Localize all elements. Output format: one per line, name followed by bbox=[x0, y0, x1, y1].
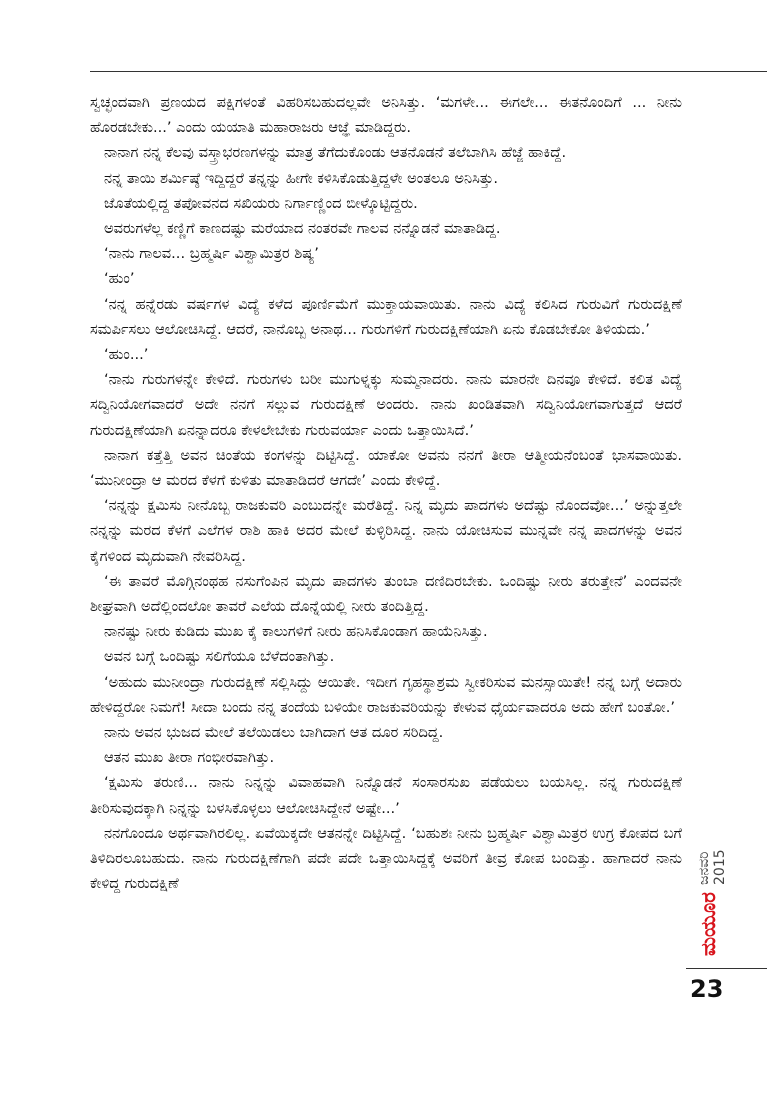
top-rule bbox=[90, 71, 767, 72]
paragraph-6: ‘ನಾನು ಗಾಲವ... ಬ್ರಹ್ಮರ್ಷಿ ವಿಶ್ವಾಮಿತ್ರರ ಶಿಷ್ಯ’ bbox=[104, 245, 319, 263]
issue-date: ಜನವರಿ 2015 bbox=[696, 849, 728, 885]
paragraph-10: ‘ನಾನು ಗುರುಗಳನ್ನೇ ಕೇಳಿದೆ. ಗುರುಗಳು ಬರೀ ಮುಗುಳ್ನಕ್ಕು ಸುಮ್ಮನಾದರು. ನಾನು ಮಾರನೇ ದಿನವೂ ಕೇಳಿದೆ. ಕಲಿತ ವಿದ್ಯೆ ಸದ್ವಿನಿಯೋಗವಾದರೆ ಅದೇ ನನಗೆ ಸಲ್ಲುವ ಗುರುದಕ್ಷಿಣೆ ಅಂದರು. ನಾನು ಖಂಡಿತವಾಗಿ ಸದ್ವಿನಿಯೋಗವಾಗುತ್ತದೆ ಆದರೆ ಗುರುದಕ್ಷಿಣೆಯಾಗಿ ಏನನ್ನಾದರೂ ಕೇಳಲೇಬೇಕು ಗುರುವರ್ಯಾ ಎಂದು ಒತ್ತಾಯಿಸಿದೆ.’ bbox=[90, 371, 682, 439]
paragraph-18: ಆತನ ಮುಖ ತೀರಾ ಗಂಭೀರವಾಗಿತ್ತು. bbox=[104, 749, 275, 767]
paragraph-14: ನಾನಷ್ಟು ನೀರು ಕುಡಿದು ಮುಖ ಕೈ ಕಾಲುಗಳಿಗೆ ನೀರು ಹನಿಸಿಕೊಂಡಾಗ ಹಾಯೆನಿಸಿತ್ತು. bbox=[104, 623, 488, 641]
paragraph-8: ‘ನನ್ನ ಹನ್ನೆರಡು ವರ್ಷಗಳ ವಿದ್ಯೆ ಕಳೆದ ಪೂರ್ಣಿಮೆಗೆ ಮುಕ್ತಾಯವಾಯಿತು. ನಾನು ವಿದ್ಯೆ ಕಲಿಸಿದ ಗುರುವಿಗೆ ಗುರುದಕ್ಷಿಣೆ ಸಮರ್ಪಿಸಲು ಆಲೋಚಿಸಿದ್ದೆ. ಆದರೆ, ನಾನೊಬ್ಬ ಅನಾಥ... ಗುರುಗಳಿಗೆ ಗುರುದಕ್ಷಿಣೆಯಾಗಿ ಏನು ಕೊಡಬೇಕೋ ತಿಳಿಯದು.’ bbox=[90, 295, 682, 338]
page-number: 23 bbox=[690, 975, 724, 1003]
paragraph-16: ‘ಅಹುದು ಮುನೀಂದ್ರಾ ಗುರುದಕ್ಷಿಣೆ ಸಲ್ಲಿಸಿದ್ದು ಆಯಿತೇ. ಇದೀಗ ಗೃಹಸ್ಥಾಶ್ರಮ ಸ್ವೀಕರಿಸುವ ಮನಸ್ಸಾಯಿತೇ! ನನ್ನ ಬಗ್ಗೆ ಅದಾರು ಹೇಳಿದ್ದರೋ ನಿಮಗೆ! ಸೀದಾ ಬಂದು ನನ್ನ ತಂದೆಯ ಬಳಿಯೇ ರಾಜಕುವರಿಯನ್ನು ಕೇಳುವ ಧೈರ್ಯವಾದರೂ ಅದು ಹೇಗೆ ಬಂತೋ.’ bbox=[90, 673, 682, 716]
paragraph-11: ನಾನಾಗ ಕತ್ತೆತ್ತಿ ಅವನ ಚಿಂತೆಯ ಕಂಗಳನ್ನು ದಿಟ್ಟಿಸಿದ್ದೆ. ಯಾಕೋ ಅವನು ನನಗೆ ತೀರಾ ಆತ್ಮೀಯನೆಂಬಂತೆ ಭಾಸವಾಯಿತು. ‘ಮುನೀಂದ್ರಾ ಆ ಮರದ ಕೆಳಗೆ ಕುಳಿತು ಮಾತಾಡಿದರೆ ಆಗದೇ’ ಎಂದು ಕೇಳಿದ್ದೆ. bbox=[90, 446, 682, 490]
paragraph-5: ಅವರುಗಳೆಲ್ಲ ಕಣ್ಣಿಗೆ ಕಾಣದಷ್ಟು ಮರೆಯಾದ ನಂತರವೇ ಗಾಲವ ನನ್ನೊಡನೆ ಮಾತಾಡಿದ್ದ. bbox=[104, 220, 501, 238]
paragraph-17: ನಾನು ಅವನ ಭುಜದ ಮೇಲೆ ತಲೆಯಿಡಲು ಬಾಗಿದಾಗ ಆತ ದೂರ ಸರಿದಿದ್ದ. bbox=[104, 724, 444, 742]
paragraph-12: ‘ನನ್ನನ್ನು ಕ್ಷಮಿಸು ನೀನೊಬ್ಬ ರಾಜಕುವರಿ ಎಂಬುದನ್ನೇ ಮರೆತಿದ್ದೆ. ನಿನ್ನ ಮೃದು ಪಾದಗಳು ಅದೆಷ್ಟು ನೊಂದವೋ...’ ಅನ್ನುತ್ತಲೇ ನನ್ನನ್ನು ಮರದ ಕೆಳಗೆ ಎಲೆಗಳ ರಾಶಿ ಹಾಕಿ ಅದರ ಮೇಲೆ ಕುಳ್ಳಿರಿಸಿದ್ದ. ನಾನು ಯೋಚಿಸುವ ಮುನ್ನವೇ ನನ್ನ ಪಾದಗಳನ್ನು ಅವನ ಕೈಗಳಿಂದ ಮೃದುವಾಗಿ ನೇವರಿಸಿದ್ದ. bbox=[90, 497, 682, 565]
paragraph-1: ಸ್ವಚ್ಛಂದವಾಗಿ ಪ್ರಣಯದ ಪಕ್ಷಿಗಳಂತೆ ವಿಹರಿಸಬಹುದಲ್ಲವೇ ಅನಿಸಿತ್ತು. ‘ಮಗಳೇ... ಈಗಲೇ... ಈತನೊಂದಿಗೆ ... ನೀನು ಹೊರಡಬೇಕು...’ ಎಂದು ಯಯಾತಿ ಮಹಾರಾಜರು ಆಜ್ಞೆ ಮಾಡಿದ್ದರು. bbox=[90, 94, 682, 137]
paragraph-13: ‘ಈ ತಾವರೆ ಮೊಗ್ಗಿನಂಥಹ ನಸುಗೆಂಪಿನ ಮೃದು ಪಾದಗಳು ತುಂಬಾ ದಣಿದಿರಬೇಕು. ಒಂದಿಷ್ಟು ನೀರು ತರುತ್ತೇನೆ’ ಎಂದವನೇ ಶೀಘ್ರವಾಗಿ ಅದೆಲ್ಲಿಂದಲೋ ತಾವರೆ ಎಲೆಯ ದೊನ್ನೆಯಲ್ಲಿ ನೀರು ತಂದಿತ್ತಿದ್ದ. bbox=[90, 572, 682, 616]
paragraph-3: ನನ್ನ ತಾಯಿ ಶರ್ಮಿಷ್ಠೆ ಇದ್ದಿದ್ದರೆ ತನ್ನನ್ನು ಹೀಗೇ ಕಳಿಸಿಕೊಡುತ್ತಿದ್ದಳೇ ಅಂತಲೂ ಅನಿಸಿತ್ತು. bbox=[104, 169, 499, 187]
article-body bbox=[90, 90, 682, 897]
page-number-rule bbox=[686, 968, 767, 969]
paragraph-15: ಅವನ ಬಗ್ಗೆ ಒಂದಿಷ್ಟು ಸಲಿಗೆಯೂ ಬೆಳೆದಂತಾಗಿತ್ತು. bbox=[104, 648, 335, 666]
paragraph-4: ಜೊತೆಯಲ್ಲಿದ್ದ ತಪೋವನದ ಸಖಿಯರು ನಿರ್ಗಾಣ್ಣಿಂದ ಬೀಳ್ಕೊಟ್ಟಿದ್ದರು. bbox=[104, 194, 418, 212]
magazine-logo: ಮಯೂರ bbox=[696, 892, 720, 956]
paragraph-19: ‘ಕ್ಷಮಿಸು ತರುಣಿ... ನಾನು ನಿನ್ನನ್ನು ವಿವಾಹವಾಗಿ ನಿನ್ನೊಡನೆ ಸಂಸಾರಸುಖ ಪಡೆಯಲು ಬಯಸಿಲ್ಲ. ನನ್ನ ಗುರುದಕ್ಷಿಣೆ ತೀರಿಸುವುದಕ್ಕಾಗಿ ನಿನ್ನನ್ನು ಬಳಸಿಕೊಳ್ಳಲು ಆಲೋಚಿಸಿದ್ದೇನೆ ಅಷ್ಟೇ...’ bbox=[90, 774, 682, 817]
paragraph-20: ನನಗೊಂದೂ ಅರ್ಥವಾಗಿರಲಿಲ್ಲ. ಏವೆಯಿಕ್ಕದೇ ಆತನನ್ನೇ ದಿಟ್ಟಿಸಿದ್ದೆ. ‘ಬಹುಶಃ ನೀನು ಬ್ರಹ್ಮರ್ಷಿ ವಿಶ್ವಾಮಿತ್ರರ ಉಗ್ರ ಕೋಪದ ಬಗೆ ತಿಳಿದಿರಲೂಬಹುದು. ನಾನು ಗುರುದಕ್ಷಿಣೆಗಾಗಿ ಪದೇ ಪದೇ ಒತ್ತಾಯಿಸಿದ್ದಕ್ಕೆ ಅವರಿಗೆ ತೀವ್ರ ಕೋಪ ಬಂದಿತ್ತು. ಹಾಗಾದರೆ ನಾನು ಕೇಳಿದ್ದ ಗುರುದಕ್ಷಿಣೆ bbox=[90, 824, 682, 893]
paragraph-2: ನಾನಾಗ ನನ್ನ ಕೆಲವು ವಸ್ತ್ರಾಭರಣಗಳನ್ನು ಮಾತ್ರ ತೆಗೆದುಕೊಂಡು ಆತನೊಡನೆ ತಲೆಬಾಗಿಸಿ ಹೆಜ್ಜೆ ಹಾಕಿದ್ದೆ. bbox=[104, 144, 567, 162]
paragraph-7: ‘ಹುಂ’ bbox=[104, 270, 135, 288]
paragraph-9: ‘ಹುಂ...’ bbox=[104, 346, 149, 364]
